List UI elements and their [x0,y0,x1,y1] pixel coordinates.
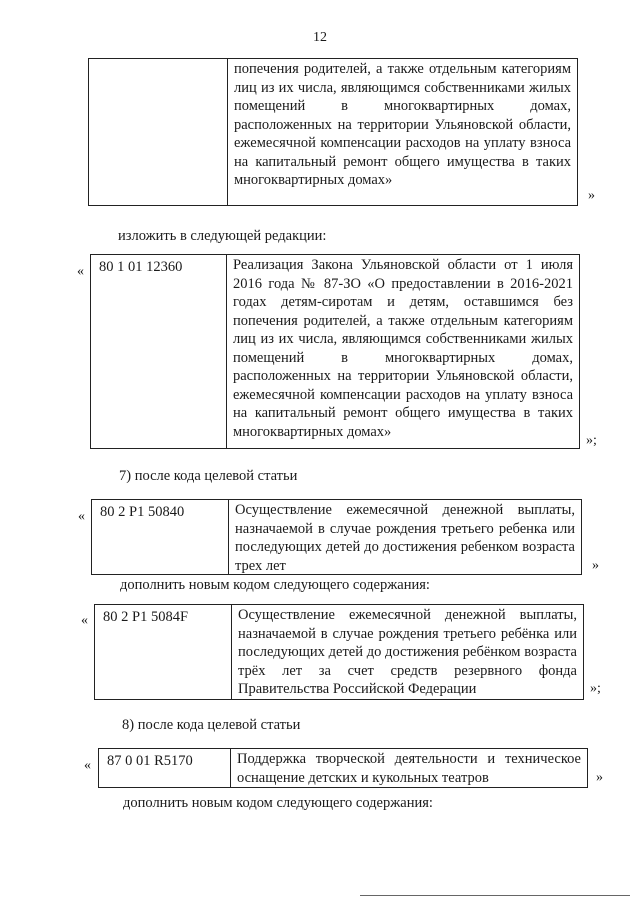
budget-code-table [90,254,580,449]
code-cell: 87 0 01 R5170 [99,749,231,787]
instruction-paragraph: изложить в следующей редакции: [118,228,327,244]
code-cell: 80 1 01 12360 [91,255,227,448]
closing-quote: » [596,770,603,785]
description-cell: Осуществление ежемесячной денежной выплаты, назначаемой в случае рождения третьего ребёнка или последующих детей до достижения ребёнком возраста трёх лет за счет средств резервного фонда Правительства Российской Федерации [238,607,577,697]
closing-quote: »; [590,681,601,696]
budget-code-table [91,499,582,575]
closing-quote: » [592,558,599,573]
page-number: 12 [313,30,327,45]
code-cell: 80 2 P1 50840 [92,500,229,574]
description-cell: Осуществление ежемесячной денежной выплаты, назначаемой в случае рождения третьего ребенка или последующих детей до достижения ребенком возраста трех лет [235,502,575,574]
opening-quote: « [84,758,91,773]
closing-quote: » [588,188,595,203]
description-cell: попечения родителей, а также отдельным категориям лиц из их числа, являющимся собственниками жилых помещений в многоквартирных домах, расположенных на территории Ульяновской области, ежемесячной компенсации расходов на уплату взноса на капитальный ремонт общего имущества в таких многоквартирных домах» [234,61,571,188]
budget-code-table [98,748,588,788]
description-cell: Поддержка творческой деятельности и техническое оснащение детских и кукольных театров [237,751,581,786]
code-cell: 80 2 P1 5084F [95,605,232,699]
opening-quote: « [77,264,84,279]
instruction-paragraph: дополнить новым кодом следующего содержания: [120,577,430,593]
budget-code-table [94,604,584,700]
bottom-rule [360,895,630,896]
instruction-paragraph: дополнить новым кодом следующего содержания: [123,795,433,811]
code-cell [89,59,228,205]
closing-quote: »; [586,433,597,448]
budget-code-table-continued [88,58,578,206]
opening-quote: « [78,509,85,524]
instruction-paragraph: 8) после кода целевой статьи [122,717,301,733]
description-cell: Реализация Закона Ульяновской области от 1 июля 2016 года № 87-ЗО «О предоставлении в 2016-2021 годах детям-сиротам и детям, оставшимся без попечения родителей, а также отдельным категориям лиц из их числа, являющимся собственниками жилых помещений в многоквартирных домах, расположенных на территории Ульяновской области, ежемесячной компенсации расходов на уплату взноса на капитальный ремонт общего имущества в таких многоквартирных домах» [233,257,573,440]
opening-quote: « [81,613,88,628]
instruction-paragraph: 7) после кода целевой статьи [119,468,298,484]
